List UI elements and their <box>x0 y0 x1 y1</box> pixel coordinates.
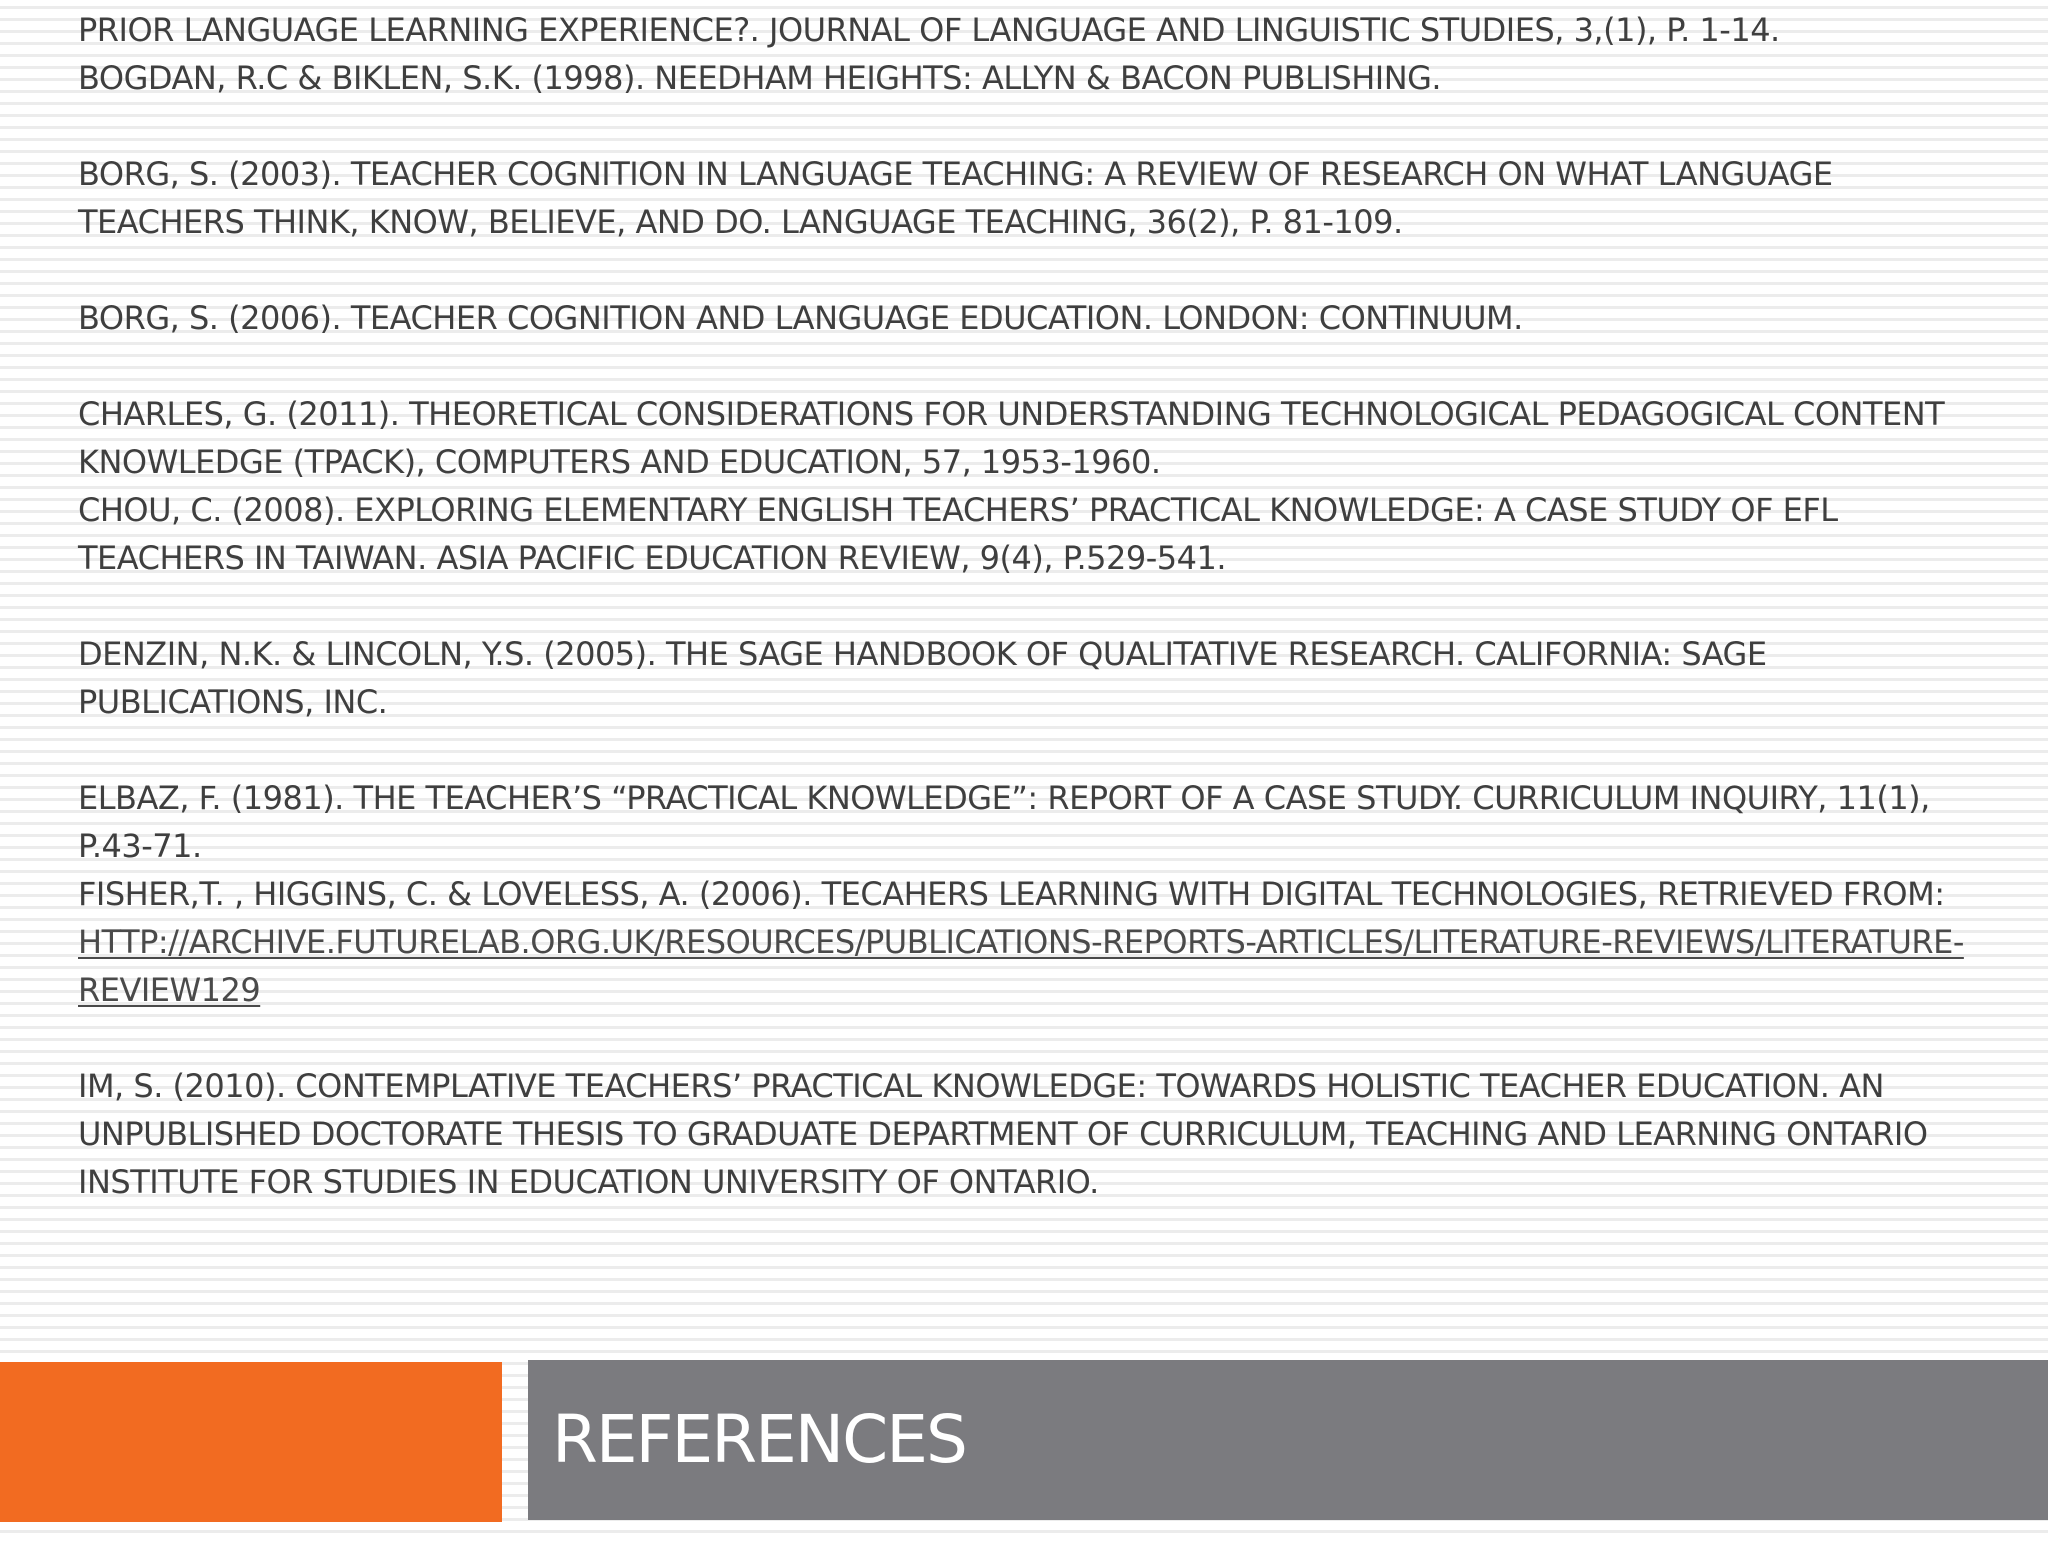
reference-borg-2006: BORG, S. (2006). TEACHER COGNITION AND LANGUAGE EDUCATION. LONDON: CONTINUUM. <box>78 299 1523 337</box>
reference-charles-2011: CHARLES, G. (2011). THEORETICAL CONSIDERATIONS FOR UNDERSTANDING TECHNOLOGICAL PEDAGOGICAL CONTENT KNOWLEDGE (TPACK), COMPUTERS AND EDUCATION, 57, 1953-1960. <box>78 395 1945 481</box>
reference-arioglu-2007: PRIOR LANGUAGE LEARNING EXPERIENCE?. JOURNAL OF LANGUAGE AND LINGUISTIC STUDIES, 3,(1), P. 1-14. <box>78 11 1780 49</box>
references-list <box>78 0 1978 1300</box>
reference-fisher-2006 <box>78 870 1978 1014</box>
orange-accent-block <box>0 1362 502 1522</box>
reference-denzin-2005: DENZIN, N.K. & LINCOLN, Y.S. (2005). THE SAGE HANDBOOK OF QUALITATIVE RESEARCH. CALIFORNIA: SAGE PUBLICATIONS, INC. <box>78 635 1767 721</box>
slide-title: REFERENCES <box>552 1401 966 1478</box>
reference-fisher-2006-text: FISHER,T. , HIGGINS, C. & LOVELESS, A. (2006). TECAHERS LEARNING WITH DIGITAL TECHNOLOGIES, RETRIEVED FROM: <box>78 875 1945 913</box>
reference-bogdan-1998: BOGDAN, R.C & BIKLEN, S.K. (1998). NEEDHAM HEIGHTS: ALLYN & BACON PUBLISHING. <box>78 59 1442 97</box>
reference-borg-2003: BORG, S. (2003). TEACHER COGNITION IN LANGUAGE TEACHING: A REVIEW OF RESEARCH ON WHAT LANGUAGE TEACHERS THINK, KNOW, BELIEVE, AND DO. LANGUAGE TEACHING, 36(2), P. 81-109. <box>78 155 1833 241</box>
reference-im-2010: IM, S. (2010). CONTEMPLATIVE TEACHERS’ PRACTICAL KNOWLEDGE: TOWARDS HOLISTIC TEACHER EDUCATION. AN UNPUBLISHED DOCTORATE THESIS TO GRADUATE DEPARTMENT OF CURRICULUM, TEACHING AND LEARNING ONTARIO INSTITUTE FOR STUDIES IN EDUCATION UNIVERSITY OF ONTARIO. <box>78 1067 1928 1201</box>
reference-chou-2008: CHOU, C. (2008). EXPLORING ELEMENTARY ENGLISH TEACHERS’ PRACTICAL KNOWLEDGE: A CASE STUDY OF EFL TEACHERS IN TAIWAN. ASIA PACIFIC EDUCATION REVIEW, 9(4), P.529-541. <box>78 491 1838 577</box>
reference-elbaz-1981: ELBAZ, F. (1981). THE TEACHER’S “PRACTICAL KNOWLEDGE”: REPORT OF A CASE STUDY. CURRICULUM INQUIRY, 11(1), P.43-71. <box>78 779 1930 865</box>
futurelab-link[interactable]: HTTP://ARCHIVE.FUTURELAB.ORG.UK/RESOURCES/PUBLICATIONS-REPORTS-ARTICLES/LITERATURE-REVIEWS/LITERATURE-REVIEW129 <box>78 923 1964 1009</box>
